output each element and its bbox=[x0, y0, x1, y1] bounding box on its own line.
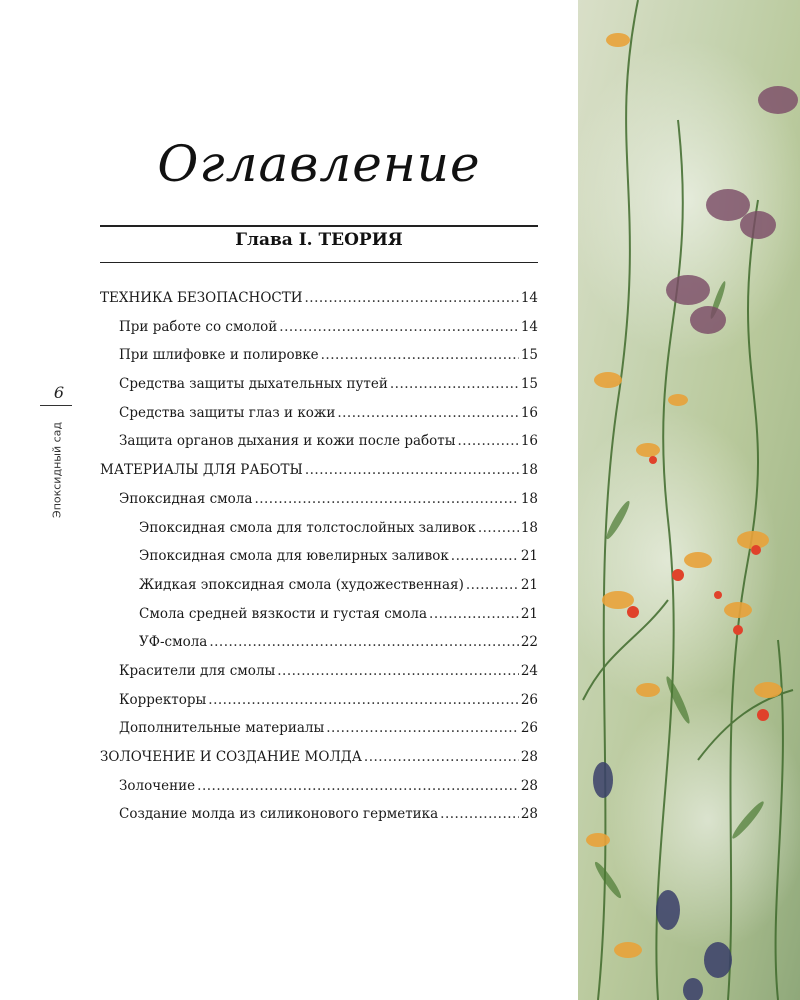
toc-entry-title: Эпоксидная смола bbox=[119, 490, 253, 507]
toc-entry-title: Создание молда из силиконового герметика bbox=[119, 806, 439, 823]
toc-entry-title: Красители для смолы bbox=[119, 662, 276, 679]
toc-entry-title: Смола средней вязкости и густая смола bbox=[139, 605, 428, 622]
toc-entry-title: Дополнительные материалы bbox=[119, 720, 325, 737]
toc-entry-page: 16 bbox=[520, 404, 538, 421]
toc-entry-page: 21 bbox=[520, 576, 538, 593]
toc-leader-dots bbox=[209, 628, 518, 657]
toc-leader-dots bbox=[337, 399, 518, 428]
toc-entry-title: ТЕХНИКА БЕЗОПАСНОСТИ bbox=[100, 290, 303, 306]
toc-entry-page: 26 bbox=[520, 720, 538, 737]
toc-entry-title: УФ-смола bbox=[139, 634, 208, 651]
toc-entry-page: 18 bbox=[520, 462, 538, 479]
toc-entry-title: При шлифовке и полировке bbox=[119, 347, 319, 364]
toc-entry-title: МАТЕРИАЛЫ ДЛЯ РАБОТЫ bbox=[100, 462, 303, 479]
toc-heading: Оглавление bbox=[157, 135, 481, 193]
toc-entry[interactable] bbox=[100, 628, 538, 657]
toc-entry[interactable] bbox=[100, 800, 538, 829]
toc-entry-page: 21 bbox=[520, 605, 538, 622]
toc-leader-dots bbox=[279, 313, 519, 342]
toc-leader-dots bbox=[326, 714, 519, 743]
toc-entry[interactable] bbox=[100, 313, 538, 342]
chapter-bottom-rule bbox=[100, 262, 538, 263]
toc-leader-dots bbox=[254, 485, 518, 514]
toc-entry-title: Эпоксидная смола для ювелирных заливок bbox=[139, 548, 449, 565]
toc-entry[interactable] bbox=[100, 456, 538, 485]
toc-entry-page: 21 bbox=[520, 548, 538, 565]
toc-entry-title: Средства защиты дыхательных путей bbox=[119, 376, 388, 393]
toc-leader-dots bbox=[466, 571, 519, 600]
toc-entry[interactable] bbox=[100, 743, 538, 772]
toc-entry-page: 18 bbox=[520, 490, 538, 507]
toc-entry-title: Жидкая эпоксидная смола (художественная) bbox=[139, 576, 464, 593]
toc-entry-page: 14 bbox=[520, 290, 538, 306]
toc-leader-dots bbox=[458, 427, 519, 456]
toc-leader-dots bbox=[197, 772, 519, 801]
pressed-flowers-photo bbox=[578, 0, 800, 1000]
toc-entry[interactable] bbox=[100, 514, 538, 543]
toc-list bbox=[100, 284, 538, 829]
running-title: Эпоксидный сад bbox=[50, 422, 64, 518]
toc-leader-dots bbox=[440, 800, 519, 829]
toc-entry[interactable] bbox=[100, 772, 538, 801]
toc-entry-page: 28 bbox=[520, 806, 538, 823]
chapter-top-rule bbox=[100, 225, 538, 227]
toc-leader-dots bbox=[208, 686, 519, 715]
toc-entry[interactable] bbox=[100, 341, 538, 370]
toc-entry-title: Средства защиты глаз и кожи bbox=[119, 404, 336, 421]
toc-entry-page: 28 bbox=[520, 777, 538, 794]
toc-entry-title: Эпоксидная смола для толстослойных заливок bbox=[139, 519, 476, 536]
toc-entry[interactable] bbox=[100, 657, 538, 686]
toc-entry[interactable] bbox=[100, 686, 538, 715]
toc-leader-dots bbox=[321, 341, 519, 370]
toc-leader-dots bbox=[364, 743, 519, 772]
toc-entry[interactable] bbox=[100, 600, 538, 629]
toc-entry[interactable] bbox=[100, 714, 538, 743]
toc-entry[interactable] bbox=[100, 284, 538, 313]
toc-leader-dots bbox=[390, 370, 519, 399]
toc-entry[interactable] bbox=[100, 427, 538, 456]
toc-entry[interactable] bbox=[100, 370, 538, 399]
toc-entry-page: 14 bbox=[520, 318, 538, 335]
toc-entry-page: 22 bbox=[520, 634, 538, 651]
toc-entry-title: ЗОЛОЧЕНИЕ И СОЗДАНИЕ МОЛДА bbox=[100, 749, 362, 765]
toc-leader-dots bbox=[429, 600, 519, 629]
chapter-title: Глава I. ТЕОРИЯ bbox=[235, 230, 403, 250]
toc-entry-page: 15 bbox=[520, 376, 538, 393]
toc-entry-title: Корректоры bbox=[119, 691, 207, 708]
toc-entry-title: Защита органов дыхания и кожи после работы bbox=[119, 433, 456, 450]
toc-leader-dots bbox=[478, 514, 519, 543]
toc-entry-page: 26 bbox=[520, 691, 538, 708]
toc-entry-title: При работе со смолой bbox=[119, 318, 278, 335]
toc-leader-dots bbox=[451, 542, 519, 571]
toc-entry[interactable] bbox=[100, 485, 538, 514]
toc-entry[interactable] bbox=[100, 399, 538, 428]
toc-entry-title: Золочение bbox=[119, 777, 196, 794]
toc-leader-dots bbox=[305, 456, 519, 485]
toc-entry[interactable] bbox=[100, 542, 538, 571]
page-number-rule bbox=[40, 405, 72, 406]
toc-leader-dots bbox=[305, 284, 519, 313]
page-number: 6 bbox=[53, 383, 65, 402]
toc-entry-page: 15 bbox=[520, 347, 538, 364]
toc-entry-page: 16 bbox=[520, 433, 538, 450]
toc-entry[interactable] bbox=[100, 571, 538, 600]
toc-entry-page: 18 bbox=[520, 519, 538, 536]
toc-entry-page: 24 bbox=[520, 662, 538, 679]
toc-leader-dots bbox=[277, 657, 519, 686]
toc-entry-page: 28 bbox=[520, 749, 538, 765]
